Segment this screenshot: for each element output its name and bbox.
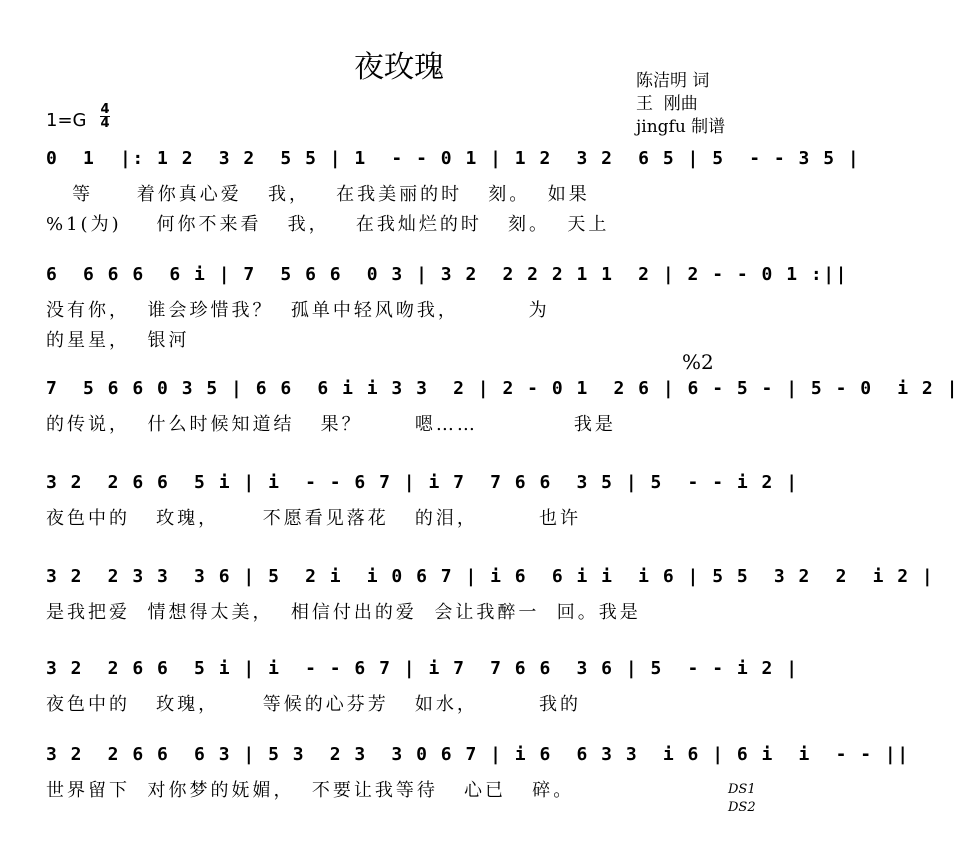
notation-line: 3 2 2 6 6 6 3 | 5 3 2 3 3 0 6 7 | i 6 6 3 3 i 6 | 6 i i - - || xyxy=(46,744,910,765)
lyrics-verse-1: 是我把爱 情想得太美， 相信付出的爱 会让我醉一 回。我是 xyxy=(46,602,641,623)
lyrics-verse-1: 等 着你真心爱 我， 在我美丽的时 刻。 如果 xyxy=(46,184,590,205)
notation-line: 7 5 6 6 0 3 5 | 6 6 6 i i 3 3 2 | 2 - 0 1 2 6 | 6 - 5 - | 5 - 0 i 2 | xyxy=(46,378,959,399)
lyrics-verse-1: 世界留下 对你梦的妩媚， 不要让我等待 心已 碎。 xyxy=(46,780,575,801)
notation-line: 3 2 2 3 3 3 6 | 5 2 i i 0 6 7 | i 6 6 i i i 6 | 5 5 3 2 2 i 2 | xyxy=(46,566,935,587)
notation-line: 0 1 |: 1 2 3 2 5 5 | 1 - - 0 1 | 1 2 3 2 6 5 | 5 - - 3 5 | xyxy=(46,148,861,169)
lyrics-verse-2: %1(为) 何你不来看 我， 在我灿烂的时 刻。 天上 xyxy=(46,214,610,235)
key-signature: 1=G xyxy=(46,110,87,131)
lyrics-verse-1: 夜色中的 玫瑰， 等候的心芬芳 如水， 我的 xyxy=(46,694,581,715)
arranger-credit: jingfu 制谱 xyxy=(636,117,726,137)
lyrics-verse-2: 的星星， 银河 xyxy=(46,330,190,351)
score-system-2 xyxy=(46,262,848,358)
song-title: 夜玫瑰 xyxy=(354,50,444,85)
notation-line: 6 6 6 6 6 i | 7 5 6 6 0 3 | 3 2 2 2 2 1 1 2 | 2 - - 0 1 :|| xyxy=(46,264,848,285)
time-signature-top: 4 xyxy=(100,102,110,117)
score-system-6 xyxy=(46,656,799,726)
lyricist-credit: 陈洁明 词 xyxy=(636,71,710,91)
score-system-1 xyxy=(46,146,861,242)
lyrics-verse-1: 没有你， 谁会珍惜我？ 孤单中轻风吻我， 为 xyxy=(46,300,550,321)
notation-line: 3 2 2 6 6 5 i | i - - 6 7 | i 7 7 6 6 3 5 | 5 - - i 2 | xyxy=(46,472,799,493)
notation-line: 3 2 2 6 6 5 i | i - - 6 7 | i 7 7 6 6 3 6 | 5 - - i 2 | xyxy=(46,658,799,679)
score-system-4 xyxy=(46,470,799,540)
lyrics-verse-1: 夜色中的 玫瑰， 不愿看见落花 的泪， 也许 xyxy=(46,508,581,529)
score-system-7 xyxy=(46,742,910,822)
segno-2-mark: %2 xyxy=(682,350,714,374)
dal-segno-2: DS2 xyxy=(728,800,756,815)
composer-credit: 王 刚曲 xyxy=(636,94,698,114)
time-signature-bottom: 4 xyxy=(100,116,110,131)
dal-segno-1: DS1 xyxy=(728,782,756,797)
score-system-3 xyxy=(46,376,959,446)
lyrics-verse-1: 的传说， 什么时候知道结 果？ 嗯…… 我是 xyxy=(46,414,616,435)
time-signature xyxy=(100,103,110,130)
score-system-5 xyxy=(46,564,935,634)
